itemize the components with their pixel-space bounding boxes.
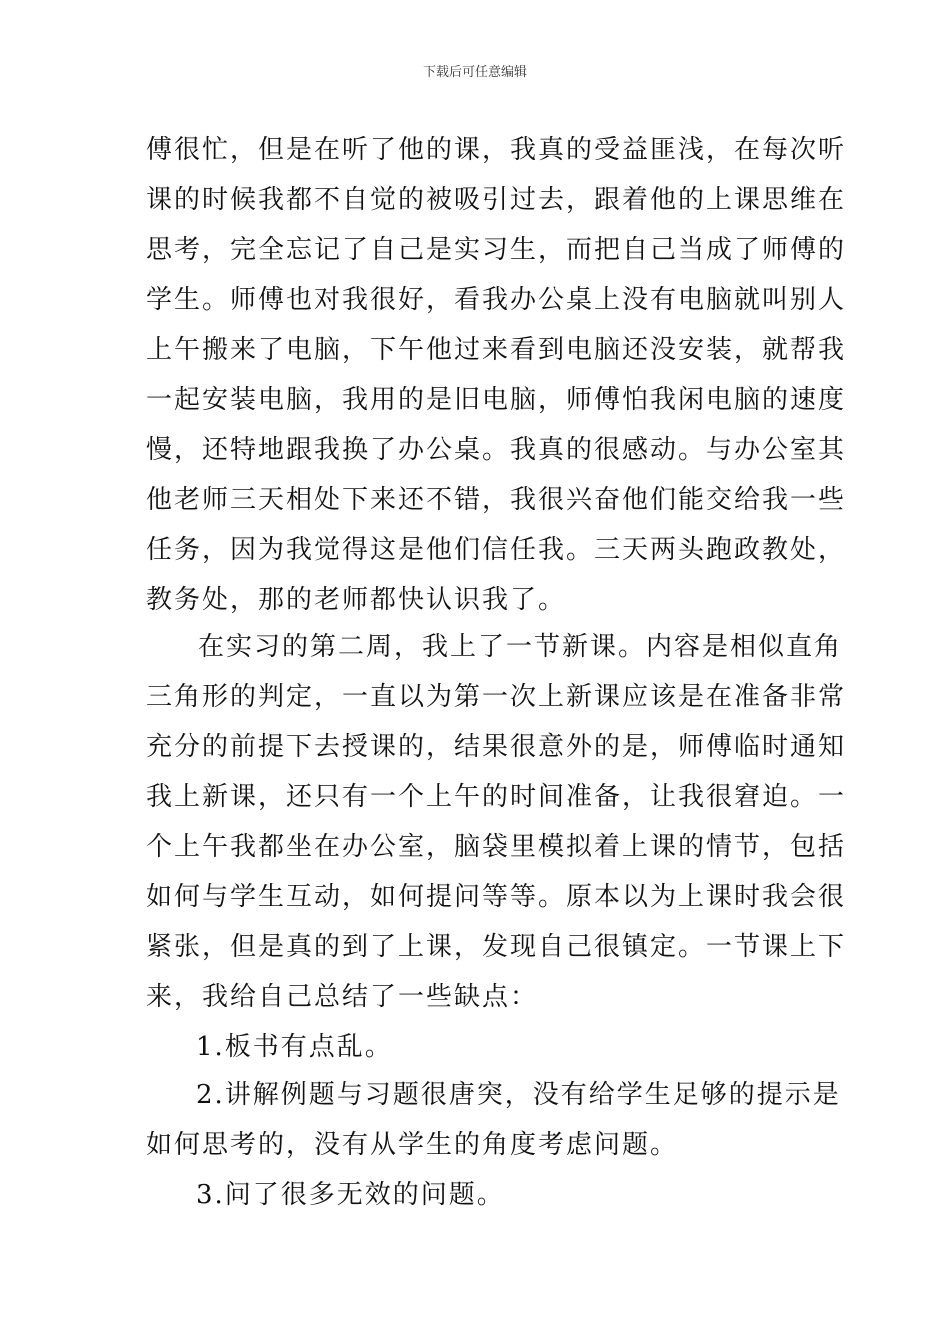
list-item-1: 1.板书有点乱。: [196, 1032, 393, 1062]
paragraph-1-line-4: 学生。师傅也对我很好，看我办公桌上没有电脑就叫别人: [146, 285, 847, 315]
paragraph-2-line-8: 来，我给自己总结了一些缺点：: [146, 982, 539, 1012]
list-item-2-line-1: 2.讲解例题与习题很唐突，没有给学生足够的提示是: [196, 1080, 841, 1110]
paragraph-1-line-10: 教务处，那的老师都快认识我了。: [146, 585, 567, 615]
paragraph-1-line-8: 他老师三天相处下来还不错，我很兴奋他们能交给我一些: [146, 485, 847, 515]
paragraph-2-line-1: 在实习的第二周，我上了一节新课。内容是相似直角: [198, 632, 843, 662]
paragraph-2-line-6: 如何与学生互动，如何提问等等。原本以为上课时我会很: [146, 882, 847, 912]
paragraph-2-line-2: 三角形的判定，一直以为第一次上新课应该是在准备非常: [146, 682, 847, 712]
paragraph-2-line-3: 充分的前提下去授课的，结果很意外的是，师傅临时通知: [146, 732, 847, 762]
paragraph-1-line-5: 上午搬来了电脑，下午他过来看到电脑还没安装，就帮我: [146, 335, 847, 365]
paragraph-1-line-9: 任务，因为我觉得这是他们信任我。三天两头跑政教处，: [146, 535, 847, 565]
paragraph-1-line-6: 一起安装电脑，我用的是旧电脑，师傅怕我闲电脑的速度: [146, 385, 847, 415]
list-item-3: 3.问了很多无效的问题。: [196, 1180, 505, 1210]
paragraph-2-line-5: 个上午我都坐在办公室，脑袋里模拟着上课的情节，包括: [146, 832, 847, 862]
paragraph-1-line-7: 慢，还特地跟我换了办公桌。我真的很感动。与办公室其: [146, 435, 847, 465]
list-item-2-line-2: 如何思考的，没有从学生的角度考虑问题。: [146, 1130, 679, 1160]
paragraph-1-line-3: 思考，完全忘记了自己是实习生，而把自己当成了师傅的: [146, 235, 847, 265]
page-header: 下载后可任意编辑: [422, 65, 527, 80]
paragraph-1-line-2: 课的时候我都不自觉的被吸引过去，跟着他的上课思维在: [146, 185, 847, 215]
paragraph-2-line-7: 紧张，但是真的到了上课，发现自己很镇定。一节课上下: [146, 932, 847, 962]
paragraph-1-line-1: 傅很忙，但是在听了他的课，我真的受益匪浅，在每次听: [146, 135, 847, 165]
paragraph-2-line-4: 我上新课，还只有一个上午的时间准备，让我很窘迫。一: [146, 782, 847, 812]
